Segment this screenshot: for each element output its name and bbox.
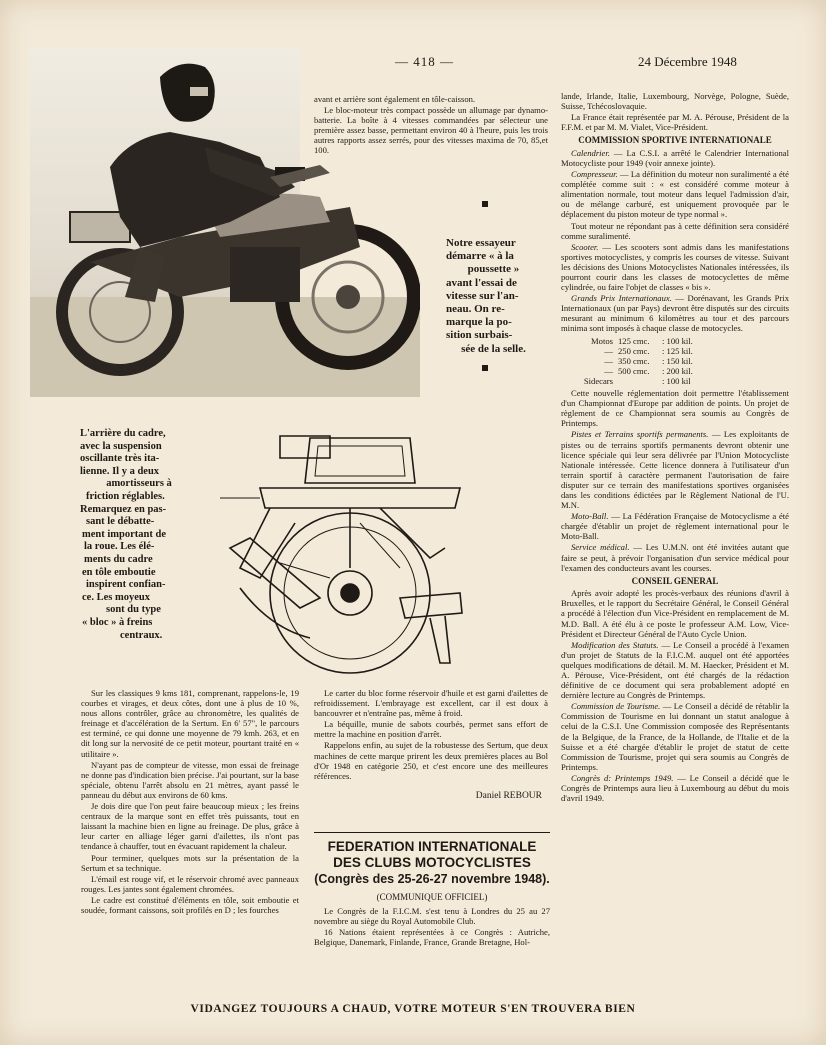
separator-square bbox=[482, 201, 488, 207]
footer-slogan: VIDANGEZ TOUJOURS A CHAUD, VOTRE MOTEUR S'EN TROUVERA BIEN bbox=[190, 1003, 636, 1015]
table-row: — 500 cmc. : 200 kil. bbox=[604, 365, 693, 376]
caption-line: friction réglables. bbox=[86, 490, 165, 502]
distance-table bbox=[561, 336, 789, 386]
paragraph: Compresseur. — La définition du moteur non suralimenté a été complétée comme suit : « est considéré comme moteur à alimentation normale, tout moteur dans lequel l'admission d'air, ou de mélange carburé, est uniquement provoquée par le déplacement du piston moteur de type normal ». bbox=[561, 169, 789, 220]
caption-line: sont du type bbox=[106, 604, 161, 616]
caption-line: centraux. bbox=[120, 629, 163, 641]
paragraph: Le Congrès de la F.I.C.M. s'est tenu à Londres du 25 au 27 novembre au siège du Royal Automobile Club. bbox=[314, 906, 550, 927]
paragraph: Sur les classiques 9 kms 181, comprenant, rappelons-le, 19 courbes et virages, et deux côtes, dont une à plus de 10 %, nous allons contrôler, grâce au chronomètre, les qualités de freinage et d'accélération de la Sertum. En 6' 57", le parcours est terminé, ce qui donne une moyenne de 79 kmh. 263, et en dit long sur la nervosité de ce petit moteur, pourtant traité en « utilitaire ». bbox=[81, 688, 299, 759]
caption-line: sant le débatte- bbox=[86, 516, 155, 528]
drawing-caption bbox=[80, 428, 198, 642]
caption-line: la roue. Les élé- bbox=[84, 541, 155, 553]
paragraph: 16 Nations étaient représentées à ce Congrès : Autriche, Belgique, Danemark, Finlande, France, Grande Bretagne, Hol- bbox=[314, 927, 550, 948]
paragraph: Congrès d: Printemps 1949. — Le Conseil a décidé que le Congrès de Printemps aura lieu à Luxembourg au début du mois d'avril 1949. bbox=[561, 772, 789, 804]
rear-frame-drawing bbox=[200, 428, 490, 678]
paragraph: Modification des Statuts. — Le Conseil a procédé à l'examen d'un projet de Statuts de la F.I.C.M. auquel ont été apportées quelques modifications de détail. M. M. Haecker, Président et M. A. Pérouse, Vice-Président, ont été chargés de la rédaction définitive de ce document qui sera probablement adopté en dernière lecture au Congrès de Printemps. bbox=[561, 639, 790, 701]
paragraph: Service médical. — Les U.M.N. ont été invitées autant que faire se peut, à prévoir l'organisation d'un service médical pour l'examen des conducteurs avant les courses. bbox=[561, 542, 789, 573]
caption-line: démarre « à la bbox=[446, 250, 514, 263]
caption-line: L'arrière du cadre, bbox=[80, 428, 166, 439]
paragraph: L'émail est rouge vif, et le réservoir chromé avec panneaux rouges. Les jantes sont également chromées. bbox=[81, 873, 299, 894]
paragraph: Rappelons enfin, au sujet de la robustesse des Sertum, que deux machines de cette marque prirent les deux premières places au Bol d'Or 1948 en catégorie 250, et c'est encore une des meilleures références. bbox=[314, 740, 548, 781]
paragraph: Commission de Tourisme. — Le Conseil a décidé de rétablir la Commission de Tourisme en lui donnant un statut analogue à celui de la C.S.I. Une Commission composée des Représentants de la Belgique, de la France, de la Hollande, de l'Italie et de la Suisse et a été chargée d'établir le projet de statut de cette Commission de Tourisme, projet qui sera soumis au Congrès de Printemps. bbox=[561, 701, 789, 772]
paragraph: Le carter du bloc forme réservoir d'huile et est garni d'ailettes de refroidissement. L'embrayage est excellent, car il est doux à bancouvrer et n'entraîne pas, même à froid. bbox=[314, 688, 548, 719]
article-column-left bbox=[81, 688, 299, 916]
paragraph: Je dois dire que l'on peut faire beaucoup mieux ; les freins centraux de la marque sont en effet très puissants, tout en laissant la machine bien en ligne au freinage. De plus, grâce à leur carter en alliage léger garni d'ailettes, ils n'ont pas tendance à chauffer, tout en évacuant rapidement la chaleur. bbox=[81, 801, 299, 852]
caption-line: ments du cadre bbox=[84, 553, 153, 565]
article-column-right bbox=[561, 91, 789, 804]
author-signature: Daniel REBOUR bbox=[475, 790, 542, 801]
official-communique-label: (COMMUNIQUE OFFICIEL) bbox=[376, 892, 488, 902]
issue-date: 24 Décembre 1948 bbox=[638, 54, 737, 69]
paragraph: Scooter. — Les scooters sont admis dans les manifestations sportives motocyclistes, y compris les courses de vitesse. Suivant les décisions des Unions Motocyclistes Nationales intéressées, ils pourront courir dans les classes de motocyclettes de même cylindrée, ou faire l'objet de classes « bis ». bbox=[561, 241, 789, 293]
caption-line: « bloc » à freins bbox=[82, 616, 153, 628]
paragraph: Pour terminer, quelques mots sur la présentation de la Sertum et sa technique. bbox=[81, 852, 299, 873]
federation-section bbox=[314, 832, 550, 948]
caption-line: inspirent confian- bbox=[86, 579, 166, 591]
paragraph: Pistes et Terrains sportifs permanents. — Les exploitants de pistes ou de terrains sportifs permanents devront obtenir une licence spéciale qui leur sera délivrée par l'Union Motocycliste Nationale intéressée. Cette licence donnera à l'utilisateur d'un terrain sportif à caractère permanent l'autorisation de faire disputer sur ce terrain des manifestations sportives organisées dans les conditions édictées par le Règlement National de l'U. M.N. bbox=[561, 429, 789, 511]
caption-line: neau. On re- bbox=[446, 303, 505, 316]
caption-line: avec la suspension bbox=[80, 440, 162, 452]
caption-line: ce. Les moyeux bbox=[82, 591, 150, 603]
paragraph: Calendrier. — La C.S.I. a arrêté le Calendrier International Motocycliste pour 1949 (voir annexe jointe). bbox=[561, 147, 789, 168]
caption-line: en tôle emboutie bbox=[82, 566, 156, 578]
paragraph: La France était représentée par M. A. Pérouse, Président de la F.F.M. et par M. M. Vialet, Vice-Président. bbox=[561, 112, 789, 133]
paragraph: Le bloc-moteur très compact possède un allumage par dynamo-batterie. La boîte à 4 vitesses commandées par sélecteur une première assez basse, permettant environ 40 à l'heure, puis les trois autres rapports assez serrés, pour des vitesses maxima de 70, 85,et 100. bbox=[314, 105, 548, 156]
table-row: — 250 cmc. : 125 kil. bbox=[604, 345, 693, 356]
caption-line: Notre essayeur bbox=[446, 237, 516, 249]
table-row: Motos 125 cmc. : 100 kil. bbox=[591, 335, 693, 346]
paragraph: Après avoir adopté les procès-verbaux des réunions d'avril à Bruxelles, et le rapport du Secrétaire Général, le Conseil Général a procédé à l'élection d'un Vice-Président en remplacement de M. M.D. Ball. A été élu à ce poste le professeur A.M. Low, Vice-Président et Directeur Général de l'Auto Cycle Union. bbox=[561, 588, 789, 639]
paragraph: Le cadre est constitué d'éléments en tôle, soit emboutie et soudée, formant caissons, soit profilés en D ; les fourches bbox=[81, 894, 299, 915]
photo-caption bbox=[446, 237, 541, 356]
paragraph: N'ayant pas de compteur de vitesse, mon essai de freinage ne donne pas d'indication bien précise. J'ai pourtant, sur la base spéciale, obtenu l'arrêt absolu en 21 mètres, ayant passé le panneau du début aux environs de 60 kms. bbox=[81, 759, 299, 800]
caption-line: lienne. Il y a deux bbox=[80, 465, 160, 477]
paragraph: La béquille, munie de sabots courbés, permet sans effort de mettre la machine en position d'arrêt. bbox=[314, 719, 548, 740]
paragraph: Tout moteur ne répondant pas à cette définition sera considéré comme suralimenté. bbox=[561, 220, 789, 241]
caption-line: vitesse sur l'an- bbox=[446, 289, 519, 302]
federation-text bbox=[314, 906, 550, 947]
page-number: — 418 — bbox=[395, 54, 454, 69]
caption-line: sée de la selle. bbox=[461, 342, 526, 355]
caption-line: oscillante très ita- bbox=[80, 453, 160, 465]
article-column-mid-top bbox=[314, 94, 548, 157]
caption-line: sition surbais- bbox=[446, 329, 513, 342]
caption-line: amortisseurs à bbox=[106, 478, 172, 490]
caption-line: avant l'essai de bbox=[446, 276, 517, 289]
federation-title: FEDERATION INTERNATIONALE DES CLUBS MOTOCYCLISTES bbox=[327, 839, 537, 870]
paragraph: lande, Irlande, Italie, Luxembourg, Norvège, Pologne, Suède, Suisse, Tchécoslovaquie. bbox=[561, 91, 789, 112]
article-column-mid-bottom bbox=[314, 688, 548, 801]
caption-line: marque la po- bbox=[446, 316, 512, 329]
paragraph: Moto-Ball. — La Fédération Française de Motocyclisme a été chargée d'établir un projet de règlement international pour le Moto-Ball. bbox=[561, 511, 789, 542]
section-heading-sportive: COMMISSION SPORTIVE INTERNATIONALE bbox=[578, 135, 772, 146]
section-heading-general: CONSEIL GENERAL bbox=[631, 575, 719, 586]
caption-line: ment important de bbox=[82, 528, 166, 540]
federation-subtitle: (Congrès des 25-26-27 novembre 1948). bbox=[314, 872, 550, 886]
paragraph: Grands Prix Internationaux. — Dorénavant, les Grands Prix Internationaux (un par Pays) devront être disputés sur des circuits mesurant au minimum 6 kilomètres au tour et des parcours minima sont imposés à chaque classe de motocycles. bbox=[561, 293, 789, 334]
paragraph: avant et arrière sont également en tôle-caisson. bbox=[314, 94, 476, 104]
separator-square bbox=[482, 365, 488, 371]
paragraph: Cette nouvelle réglementation doit permettre l'établissement d'un Championnat d'Europe par addition de points. Un projet de règlement de ce Championnat sera soumis au Congrès de Printemps. bbox=[561, 388, 789, 429]
caption-line: Remarquez en pas- bbox=[80, 503, 167, 515]
table-row: Sidecars : 100 kil bbox=[583, 375, 691, 386]
table-row: — 350 cmc. : 150 kil. bbox=[604, 355, 693, 366]
caption-line: poussette » bbox=[467, 263, 520, 276]
